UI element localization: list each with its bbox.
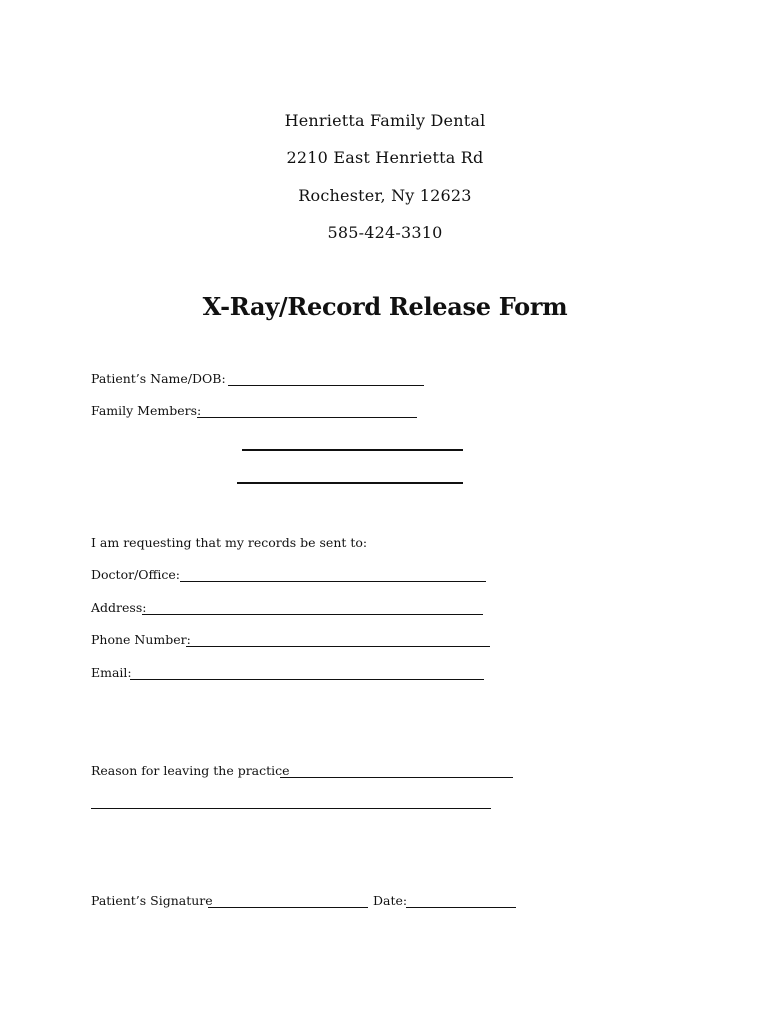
practice-phone: 585-424-3310 [327,223,443,242]
family-members-field[interactable] [197,417,417,418]
email-field[interactable] [130,679,484,680]
signature-label: Patient’s Signature [91,893,213,908]
family-member-line-2[interactable] [242,449,463,451]
family-members-label: Family Members: [91,403,202,418]
doctor-office-label: Doctor/Office: [91,567,181,582]
address-label: Address: [91,600,147,615]
reason-field[interactable] [280,777,513,778]
reason-label: Reason for leaving the practice [91,763,290,778]
date-field[interactable] [406,907,516,908]
reason-field-line-2[interactable] [91,808,491,809]
address-field[interactable] [142,614,483,615]
family-member-line-3[interactable] [237,482,463,484]
date-label: Date: [373,893,408,908]
patient-name-dob-label: Patient’s Name/DOB: [91,371,226,386]
doctor-office-field[interactable] [180,581,486,582]
signature-field[interactable] [208,907,368,908]
practice-city-state-zip: Rochester, Ny 12623 [298,186,472,205]
email-label: Email: [91,665,132,680]
form-title: X-Ray/Record Release Form [202,292,568,321]
phone-number-field[interactable] [186,646,490,647]
phone-number-label: Phone Number: [91,632,191,647]
patient-name-dob-field[interactable] [228,385,424,386]
request-intro: I am requesting that my records be sent to: [91,535,368,550]
practice-name: Henrietta Family Dental [284,111,486,130]
practice-street: 2210 East Henrietta Rd [286,148,484,167]
